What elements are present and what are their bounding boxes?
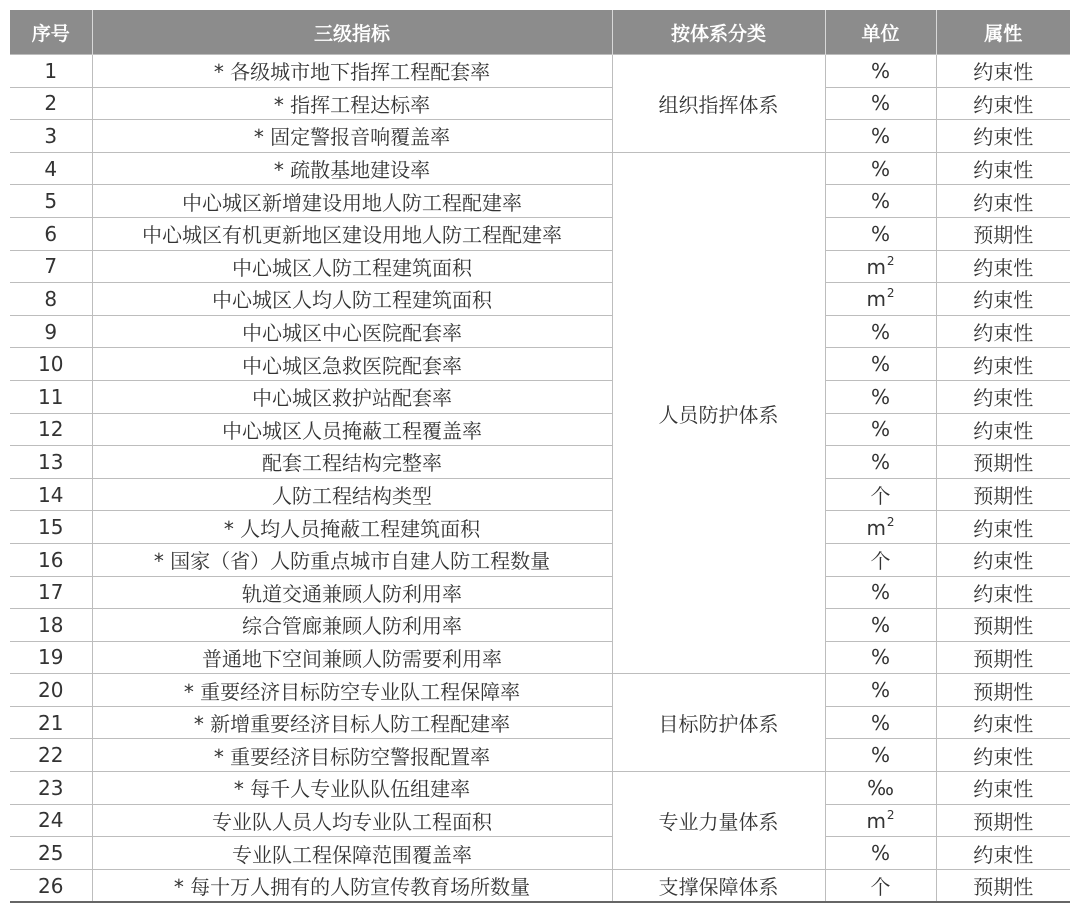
table-row <box>10 120 1070 153</box>
header-row <box>10 10 1070 55</box>
attribute-cell: 约束性 <box>936 120 1070 153</box>
unit-superscript: 2 <box>886 807 895 822</box>
row-number: 6 <box>10 217 92 250</box>
unit-value: % <box>870 156 890 181</box>
attribute-cell: 约束性 <box>936 55 1070 88</box>
unit-cell <box>825 511 936 544</box>
unit-cell <box>825 250 936 283</box>
table-row <box>10 543 1070 576</box>
row-number: 21 <box>10 706 92 739</box>
header-no: 序号 <box>10 10 92 55</box>
indicator-name: 中心城区新增建设用地人防工程配建率 <box>92 185 612 218</box>
attribute-cell: 约束性 <box>936 706 1070 739</box>
table-body <box>10 55 1070 903</box>
unit-value: % <box>870 710 890 735</box>
table-row <box>10 315 1070 348</box>
indicator-name: 中心城区救护站配套率 <box>92 380 612 413</box>
unit-value: m <box>866 287 886 312</box>
unit-cell <box>825 348 936 381</box>
table-row <box>10 869 1070 902</box>
unit-value: % <box>870 743 890 768</box>
header-indicator: 三级指标 <box>92 10 612 55</box>
row-number: 22 <box>10 739 92 772</box>
unit-cell <box>825 152 936 185</box>
row-number: 18 <box>10 609 92 642</box>
category-cell: 专业力量体系 <box>612 772 825 870</box>
unit-value: % <box>870 123 890 148</box>
table-row <box>10 152 1070 185</box>
attribute-cell: 约束性 <box>936 576 1070 609</box>
indicator-name: * 国家（省）人防重点城市自建人防工程数量 <box>92 543 612 576</box>
unit-value: % <box>870 352 890 377</box>
attribute-cell: 约束性 <box>936 185 1070 218</box>
indicator-name: * 重要经济目标防空专业队工程保障率 <box>92 674 612 707</box>
header-unit: 单位 <box>825 10 936 55</box>
row-number: 24 <box>10 804 92 837</box>
attribute-cell: 预期性 <box>936 609 1070 642</box>
row-number: 13 <box>10 446 92 479</box>
table-row <box>10 739 1070 772</box>
table-row <box>10 185 1070 218</box>
unit-cell <box>825 446 936 479</box>
table-row <box>10 87 1070 120</box>
table-row <box>10 772 1070 805</box>
unit-cell <box>825 217 936 250</box>
attribute-cell: 约束性 <box>936 739 1070 772</box>
unit-value: % <box>870 449 890 474</box>
indicator-name: * 各级城市地下指挥工程配套率 <box>92 55 612 88</box>
row-number: 14 <box>10 478 92 511</box>
row-number: 26 <box>10 869 92 902</box>
table-header <box>10 10 1070 55</box>
unit-superscript: 2 <box>886 286 895 301</box>
table-row <box>10 380 1070 413</box>
unit-cell <box>825 869 936 902</box>
unit-value: m <box>866 808 886 833</box>
indicator-name: 专业队人员人均专业队工程面积 <box>92 804 612 837</box>
indicator-name: * 每千人专业队队伍组建率 <box>92 772 612 805</box>
attribute-cell: 预期性 <box>936 641 1070 674</box>
unit-cell <box>825 804 936 837</box>
unit-value: m <box>866 254 886 279</box>
table-row <box>10 413 1070 446</box>
table-row <box>10 348 1070 381</box>
attribute-cell: 预期性 <box>936 869 1070 902</box>
unit-value: % <box>870 645 890 670</box>
unit-cell <box>825 772 936 805</box>
indicator-name: 轨道交通兼顾人防利用率 <box>92 576 612 609</box>
unit-value: % <box>870 678 890 703</box>
category-cell: 目标防护体系 <box>612 674 825 772</box>
unit-value: m <box>866 515 886 540</box>
unit-value: % <box>870 417 890 442</box>
indicator-name: * 每十万人拥有的人防宣传教育场所数量 <box>92 869 612 902</box>
unit-value: % <box>870 221 890 246</box>
attribute-cell: 约束性 <box>936 380 1070 413</box>
table-row <box>10 576 1070 609</box>
unit-cell <box>825 609 936 642</box>
row-number: 12 <box>10 413 92 446</box>
unit-cell <box>825 413 936 446</box>
row-number: 25 <box>10 837 92 870</box>
attribute-cell: 约束性 <box>936 543 1070 576</box>
unit-cell <box>825 380 936 413</box>
table-row <box>10 706 1070 739</box>
category-cell: 支撑保障体系 <box>612 869 825 902</box>
row-number: 4 <box>10 152 92 185</box>
unit-cell <box>825 837 936 870</box>
unit-value: % <box>870 319 890 344</box>
unit-cell <box>825 87 936 120</box>
unit-cell <box>825 120 936 153</box>
unit-value: % <box>870 91 890 116</box>
indicator-name: 中心城区人均人防工程建筑面积 <box>92 283 612 316</box>
header-attribute: 属性 <box>936 10 1070 55</box>
table-row <box>10 609 1070 642</box>
indicator-name: 人防工程结构类型 <box>92 478 612 511</box>
unit-cell <box>825 641 936 674</box>
unit-value: % <box>870 580 890 605</box>
row-number: 5 <box>10 185 92 218</box>
unit-cell <box>825 283 936 316</box>
indicator-name: * 疏散基地建设率 <box>92 152 612 185</box>
attribute-cell: 预期性 <box>936 804 1070 837</box>
row-number: 15 <box>10 511 92 544</box>
category-cell: 人员防护体系 <box>612 152 825 674</box>
attribute-cell: 约束性 <box>936 250 1070 283</box>
row-number: 16 <box>10 543 92 576</box>
indicator-table <box>10 10 1070 903</box>
attribute-cell: 约束性 <box>936 772 1070 805</box>
table-row <box>10 217 1070 250</box>
unit-cell <box>825 478 936 511</box>
header-category: 按体系分类 <box>612 10 825 55</box>
indicator-name: * 人均人员掩蔽工程建筑面积 <box>92 511 612 544</box>
table-row <box>10 55 1070 88</box>
indicator-name: * 新增重要经济目标人防工程配建率 <box>92 706 612 739</box>
table-row <box>10 641 1070 674</box>
unit-value: 个 <box>870 484 891 509</box>
row-number: 23 <box>10 772 92 805</box>
attribute-cell: 预期性 <box>936 478 1070 511</box>
attribute-cell: 约束性 <box>936 152 1070 185</box>
indicator-name: 中心城区人防工程建筑面积 <box>92 250 612 283</box>
unit-cell <box>825 706 936 739</box>
unit-value: % <box>870 58 890 83</box>
indicator-name: 普通地下空间兼顾人防需要利用率 <box>92 641 612 674</box>
unit-superscript: 2 <box>886 253 895 268</box>
indicator-name: * 重要经济目标防空警报配置率 <box>92 739 612 772</box>
attribute-cell: 预期性 <box>936 674 1070 707</box>
row-number: 8 <box>10 283 92 316</box>
row-number: 9 <box>10 315 92 348</box>
row-number: 17 <box>10 576 92 609</box>
indicator-name: 中心城区人员掩蔽工程覆盖率 <box>92 413 612 446</box>
indicator-table-container <box>10 10 1070 903</box>
table-row <box>10 250 1070 283</box>
unit-value: 个 <box>870 875 891 900</box>
unit-cell <box>825 185 936 218</box>
indicator-name: * 指挥工程达标率 <box>92 87 612 120</box>
indicator-name: 中心城区中心医院配套率 <box>92 315 612 348</box>
attribute-cell: 约束性 <box>936 283 1070 316</box>
indicator-name: 专业队工程保障范围覆盖率 <box>92 837 612 870</box>
row-number: 2 <box>10 87 92 120</box>
indicator-name: * 固定警报音响覆盖率 <box>92 120 612 153</box>
unit-cell <box>825 315 936 348</box>
row-number: 11 <box>10 380 92 413</box>
table-row <box>10 283 1070 316</box>
row-number: 3 <box>10 120 92 153</box>
indicator-name: 综合管廊兼顾人防利用率 <box>92 609 612 642</box>
attribute-cell: 预期性 <box>936 446 1070 479</box>
unit-value: 个 <box>870 549 891 574</box>
unit-value: % <box>870 612 890 637</box>
attribute-cell: 预期性 <box>936 217 1070 250</box>
unit-cell <box>825 576 936 609</box>
attribute-cell: 约束性 <box>936 413 1070 446</box>
row-number: 20 <box>10 674 92 707</box>
category-cell: 组织指挥体系 <box>612 55 825 153</box>
row-number: 1 <box>10 55 92 88</box>
attribute-cell: 约束性 <box>936 348 1070 381</box>
unit-cell <box>825 55 936 88</box>
indicator-name: 中心城区急救医院配套率 <box>92 348 612 381</box>
attribute-cell: 约束性 <box>936 87 1070 120</box>
unit-cell <box>825 739 936 772</box>
table-row <box>10 478 1070 511</box>
table-row <box>10 446 1070 479</box>
unit-value: % <box>870 189 890 214</box>
unit-value: % <box>870 384 890 409</box>
row-number: 7 <box>10 250 92 283</box>
row-number: 19 <box>10 641 92 674</box>
unit-cell <box>825 674 936 707</box>
unit-value: % <box>870 841 890 866</box>
indicator-name: 中心城区有机更新地区建设用地人防工程配建率 <box>92 217 612 250</box>
row-number: 10 <box>10 348 92 381</box>
unit-superscript: 2 <box>886 514 895 529</box>
table-row <box>10 837 1070 870</box>
attribute-cell: 约束性 <box>936 315 1070 348</box>
table-row <box>10 674 1070 707</box>
unit-cell <box>825 543 936 576</box>
table-row <box>10 804 1070 837</box>
indicator-name: 配套工程结构完整率 <box>92 446 612 479</box>
attribute-cell: 约束性 <box>936 837 1070 870</box>
attribute-cell: 约束性 <box>936 511 1070 544</box>
unit-value: ‰ <box>867 775 894 800</box>
table-row <box>10 511 1070 544</box>
